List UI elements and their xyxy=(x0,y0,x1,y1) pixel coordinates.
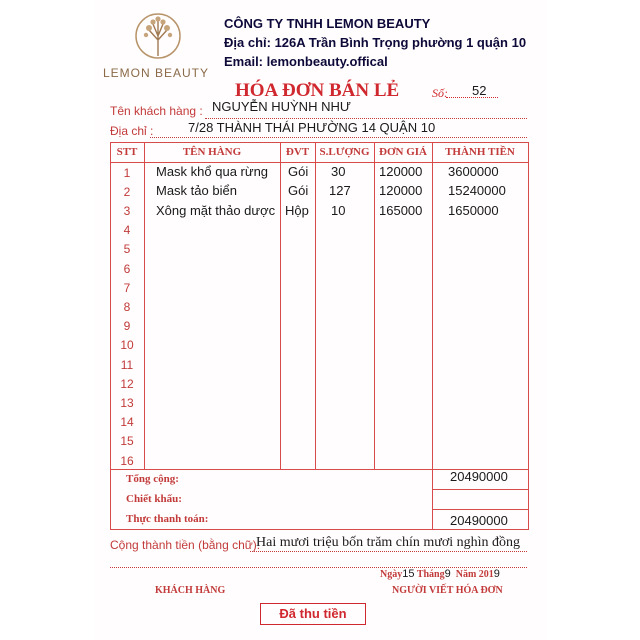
invoice-date xyxy=(380,568,500,580)
amount-in-words-dots xyxy=(250,551,527,552)
row-number: 1 xyxy=(123,166,131,180)
row-number: 3 xyxy=(123,204,131,218)
address-label: Địa chỉ : xyxy=(110,124,154,138)
row-number: 4 xyxy=(123,223,131,237)
amount-in-words: Hai mươi triệu bốn trăm chín mươi nghìn đồng xyxy=(256,535,521,550)
day-label: Ngày xyxy=(380,569,403,580)
company-name: CÔNG TY TNHH LEMON BEAUTY xyxy=(224,16,431,31)
lemon-tree-logo-icon xyxy=(133,10,183,66)
item-unit-price: 120000 xyxy=(379,164,423,179)
header-amount: THÀNH TIỀN xyxy=(445,146,515,158)
item-amount: 1650000 xyxy=(448,203,499,218)
paid-stamp: Đã thu tiền xyxy=(260,603,366,625)
header-unit-price: ĐƠN GIÁ xyxy=(379,146,427,158)
month-value: 9 xyxy=(444,568,451,580)
brand-name: LEMON BEAUTY xyxy=(103,66,210,80)
company-address: Địa chỉ: 126A Trần Bình Trọng phường 1 quận 10 xyxy=(224,35,527,50)
company-info xyxy=(224,14,526,71)
total-label: Tổng cộng: xyxy=(126,473,179,485)
total-value: 20490000 xyxy=(450,469,508,484)
invoice-title: HÓA ĐƠN BÁN LẺ xyxy=(235,80,400,101)
customer-dots xyxy=(205,118,527,119)
item-unit: Gói xyxy=(288,183,309,198)
item-amount: 3600000 xyxy=(448,164,499,179)
payable-label: Thực thanh toán: xyxy=(126,513,209,525)
customer-signature-label: KHÁCH HÀNG xyxy=(155,585,226,596)
customer-address: 7/28 THÀNH THÁI PHƯỜNG 14 QUẬN 10 xyxy=(188,120,436,135)
items-table xyxy=(110,142,529,530)
header-unit: ĐVT xyxy=(285,146,310,158)
row-number: 10 xyxy=(120,338,134,352)
writer-signature-label: NGƯỜI VIẾT HÓA ĐƠN xyxy=(392,585,503,596)
customer-label: Tên khách hàng : xyxy=(110,104,203,118)
row-number: 2 xyxy=(123,185,131,199)
row-number: 11 xyxy=(120,358,134,372)
company-email: Email: lemonbeauty.offical xyxy=(224,54,388,69)
header-quantity: S.LƯỢNG xyxy=(319,146,370,158)
row-number: 7 xyxy=(123,281,131,295)
payable-value: 20490000 xyxy=(450,513,508,528)
header-stt: STT xyxy=(116,146,138,158)
amount-in-words-label: Cộng thành tiền (bằng chữ): xyxy=(110,538,261,552)
month-label: Tháng xyxy=(416,569,445,580)
row-number: 16 xyxy=(120,454,134,468)
row-number: 15 xyxy=(120,434,134,448)
row-number: 8 xyxy=(123,300,131,314)
discount-label: Chiết khấu: xyxy=(126,493,182,505)
header-product-name: TÊN HÀNG xyxy=(182,146,242,158)
row-number: 12 xyxy=(120,377,134,391)
customer-name: NGUYỄN HUỲNH NHƯ xyxy=(212,99,351,114)
invoice-number-label: Số: xyxy=(432,86,448,100)
item-unit-price: 120000 xyxy=(379,183,423,198)
item-name: Mask khổ qua rừng xyxy=(156,164,269,179)
item-unit-price: 165000 xyxy=(379,203,423,218)
item-unit: Hộp xyxy=(285,203,309,218)
item-name: Mask tảo biển xyxy=(156,183,237,198)
year-label: Năm 201 xyxy=(455,569,494,580)
row-number: 5 xyxy=(123,242,131,256)
row-number: 9 xyxy=(123,319,131,333)
item-name: Xông mặt thảo dược xyxy=(156,203,276,218)
day-value: 15 xyxy=(402,568,415,580)
item-quantity: 30 xyxy=(331,164,346,179)
row-number: 6 xyxy=(123,262,131,276)
address-dots xyxy=(150,137,527,138)
item-quantity: 127 xyxy=(329,183,351,198)
row-number: 14 xyxy=(120,415,134,429)
invoice-number: 52 xyxy=(472,83,487,98)
year-value: 9 xyxy=(493,568,500,580)
row-number: 13 xyxy=(120,396,134,410)
item-amount: 15240000 xyxy=(448,183,506,198)
item-quantity: 10 xyxy=(331,203,346,218)
item-unit: Gói xyxy=(288,164,309,179)
